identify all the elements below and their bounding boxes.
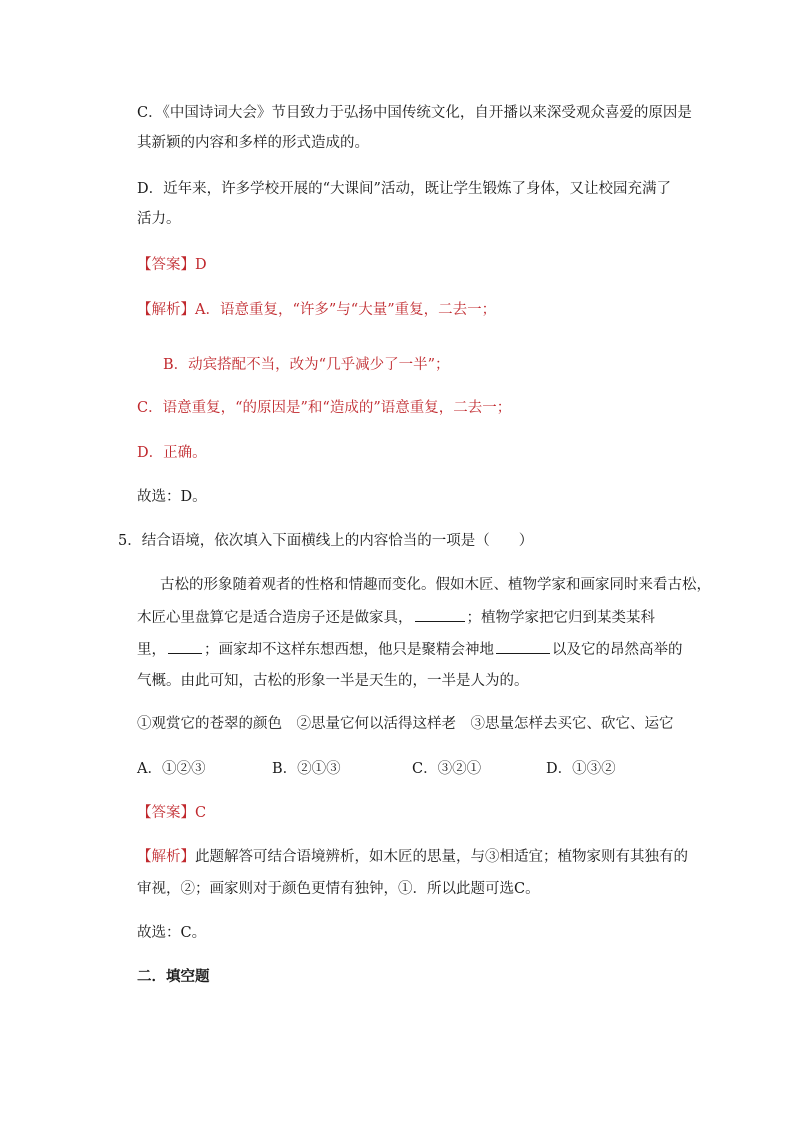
q5-items: ①观赏它的苍翠的颜色 ②思量它何以活得这样老 ③思量怎样去买它、砍它、运它 — [137, 716, 674, 732]
passage-text: 木匠心里盘算它是适合造房子还是做家具， — [137, 610, 413, 626]
analysis-text: A．语意重复，“许多”与“大量”重复，二去一； — [195, 302, 497, 318]
q5-analysis-line-1 — [137, 847, 688, 867]
q5-passage-line-2 — [137, 607, 655, 628]
option-d-line-1: D．近年来，许多学校开展的“大课间”活动，既让学生锻炼了身体，又让校园充满了 — [137, 181, 671, 197]
option-c-line-1: C．《中国诗词大会》节目致力于弘扬中国传统文化，自开播以来深受观众喜爱的原因是 — [137, 105, 692, 121]
q5-analysis-line-2: 审视，②；画家则对于颜色更情有独钟，①．所以此题可选C。 — [137, 881, 540, 897]
passage-text: 里， — [137, 642, 166, 658]
q5-choice-c: C．③②① — [412, 761, 482, 777]
option-d-line-2: 活力。 — [137, 211, 181, 227]
q5-conclusion: 故选：C。 — [137, 925, 207, 941]
q5-question: 5．结合语境，依次填入下面横线上的内容恰当的一项是（ ） — [118, 533, 534, 549]
answer-tag: 【答案】 — [137, 257, 195, 273]
q4-analysis-c: C．语意重复，“的原因是”和“造成的”语意重复，二去一； — [137, 400, 512, 416]
answer-value: D — [195, 257, 207, 273]
answer-value: C — [195, 805, 207, 821]
q5-choice-b: B．②①③ — [272, 761, 341, 777]
option-c-line-2: 其新颖的内容和多样的形式造成的。 — [137, 135, 369, 151]
analysis-tag: 【解析】 — [137, 849, 195, 865]
q5-choice-a: A．①②③ — [137, 761, 206, 777]
q5-passage-line-4: 气概。由此可知，古松的形象一半是天生的，一半是人为的。 — [137, 673, 529, 689]
analysis-tag: 【解析】 — [137, 302, 195, 318]
passage-text: ；画家却不这样东想西想，他只是聚精会神地 — [204, 642, 494, 658]
q5-choice-d: D．①③② — [546, 761, 616, 777]
section-title: 二．填空题 — [137, 968, 210, 985]
passage-text: 以及它的昂然高举的 — [552, 642, 683, 658]
analysis-text: 此题解答可结合语境辨析，如木匠的思量，与③相适宜；植物家则有其独有的 — [195, 849, 688, 865]
q4-answer — [137, 255, 207, 275]
fill-blank-3 — [496, 639, 550, 654]
q5-passage-line-3 — [137, 639, 683, 660]
q5-answer — [137, 803, 206, 823]
fill-blank-2 — [168, 639, 202, 654]
q4-conclusion: 故选：D。 — [137, 489, 207, 505]
q4-analysis-a — [137, 300, 496, 320]
answer-tag: 【答案】 — [137, 805, 195, 821]
q4-analysis-d: D．正确。 — [137, 445, 207, 461]
q5-passage-line-1: 古松的形象随着观者的性格和情趣而变化。假如木匠、植物学家和画家同时来看古松， — [160, 577, 711, 593]
fill-blank-1 — [415, 607, 465, 622]
passage-text: ；植物学家把它归到某类某科 — [466, 610, 655, 626]
q4-analysis-b: B．动宾搭配不当，改为“几乎减少了一半”； — [163, 357, 450, 373]
